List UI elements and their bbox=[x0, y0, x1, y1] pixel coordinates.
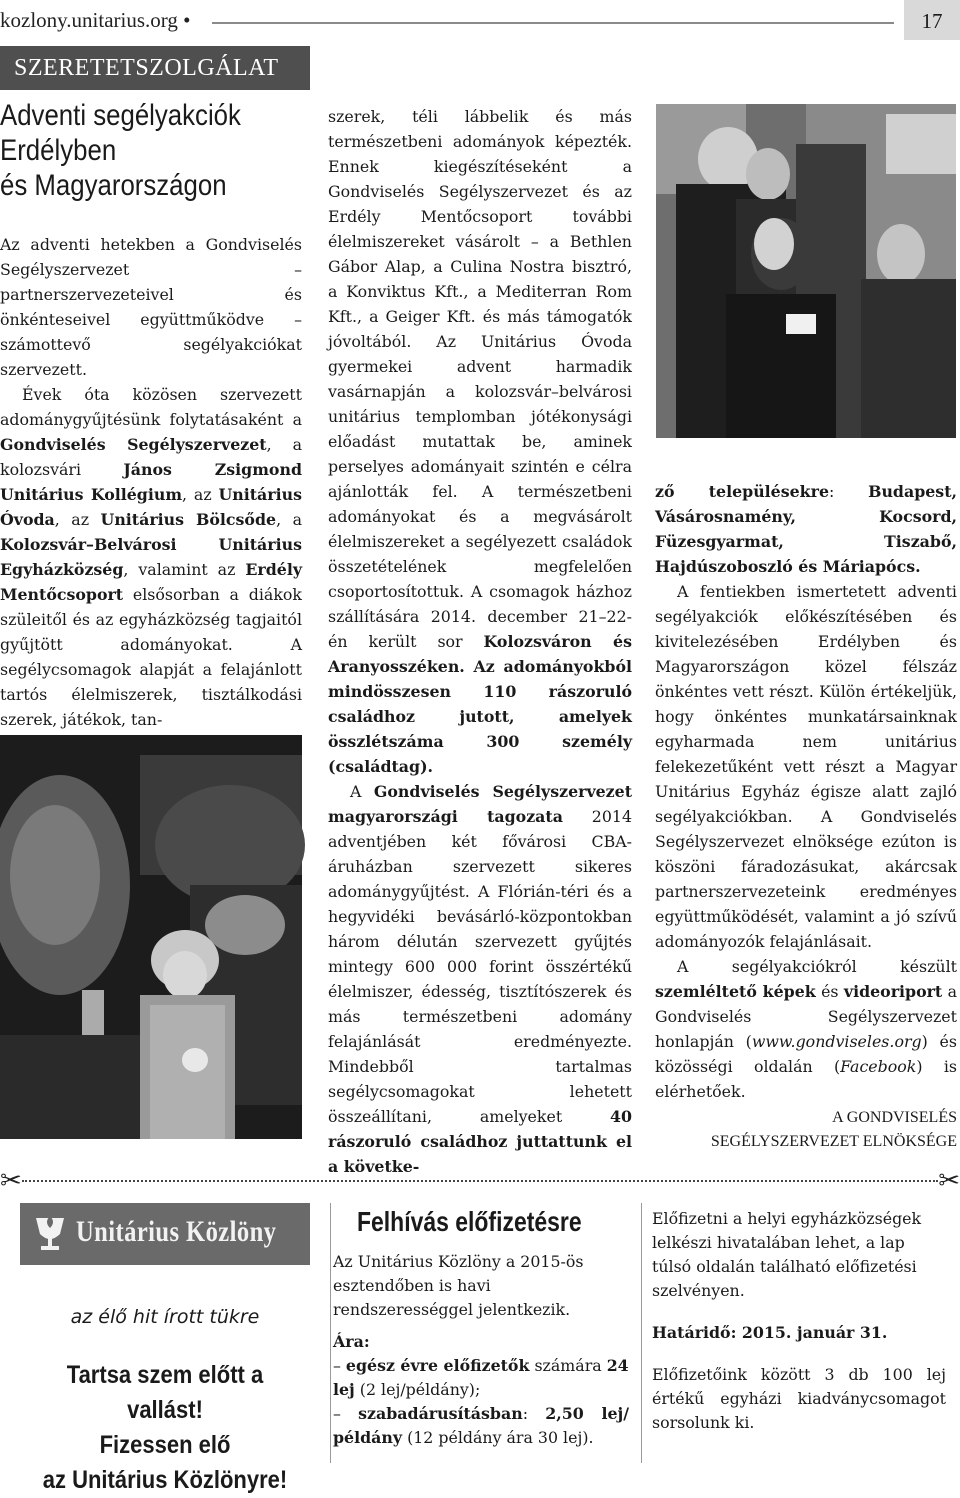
column-divider bbox=[641, 1203, 642, 1463]
section-label: SZERETETSZOLGÁLAT bbox=[0, 46, 310, 90]
column-divider bbox=[330, 1203, 331, 1463]
title-line: Adventi segélyakciók bbox=[0, 99, 241, 132]
article-title bbox=[0, 98, 310, 203]
price-yearly: – egész évre előfizetők számára 24 lej (2 lej/példány); bbox=[333, 1356, 629, 1399]
signature: A GONDVISELÉS SEGÉLYSZERVEZET ELNÖKSÉGE bbox=[710, 1109, 957, 1150]
body-paragraph: Évek óta közösen szervezett adománygyűjtésünk folytatásaként a Gondviselés Segélyszervezet, a kolozsvári János Zsigmond Unitárius Kollégium, az Unitárius Óvoda, az Unitárius Bölcsőde, a Kolozsvár–Belvárosi Unitárius Egyházközség, valamint az Erdély Mentőcsoport elsősorban a diákok szüleitől és az egyházközség tagjaitól gyűjtött adományokat. A segélycsomagok alapját a felajánlott tartós élelmiszerek, tisztálkodási szerek, játékok, tan- bbox=[0, 385, 303, 729]
title-line: Erdélyben bbox=[0, 134, 117, 167]
article-column-3 bbox=[655, 479, 957, 1154]
subscription-slogan: Tartsa szem előtt a vallást! Fizessen elő az Unitárius Közlönyre! bbox=[42, 1361, 288, 1494]
subscription-where: Előfizetni a helyi egyházközségek lelkészi hivatalában lehet, a lap túlsó oldalán található előfizetési szelvényen. bbox=[652, 1209, 922, 1300]
photo-volunteers-visit bbox=[656, 104, 956, 438]
journal-logo bbox=[20, 1203, 310, 1265]
subscription-info bbox=[652, 1207, 946, 1453]
subscription-title: Felhívás előfizetésre bbox=[357, 1206, 582, 1237]
title-line: és Magyarországon bbox=[0, 169, 227, 202]
body-paragraph: A segélyakciókról készült szemléltető képek és videoriport a Gondviselés Segélyszervezet honlapján (www.gondviseles.org) és közösségi oldalán (Facebook) is elérhetőek. bbox=[655, 957, 957, 1101]
page-number: 17 bbox=[904, 0, 960, 40]
site-url: kozlony.unitarius.org • bbox=[0, 8, 191, 32]
scissors-icon: ✂ bbox=[0, 1166, 22, 1196]
body-paragraph: ző településekre: Budapest, Vásárosnamény, Kocsord, Füzesgyarmat, Tiszabő, Hajdúszoboszló és Máriapócs. bbox=[655, 482, 957, 576]
cut-line bbox=[22, 1180, 938, 1182]
subscription-details bbox=[333, 1250, 629, 1450]
subscription-raffle: Előfizetőink között 3 db 100 lej értékű egyházi kiadványcsomagot sorsolunk ki. bbox=[652, 1365, 946, 1432]
subscription-intro: Az Unitárius Közlöny a 2015-ös esztendőben is havi rendszerességgel jelentkezik. bbox=[333, 1252, 584, 1319]
journal-logo-box bbox=[20, 1203, 310, 1265]
header-rule bbox=[212, 22, 894, 24]
journal-motto: az élő hit írott tükre bbox=[70, 1306, 260, 1328]
article-column-2 bbox=[328, 104, 632, 1179]
article-column-1 bbox=[0, 232, 302, 732]
price-label: Ára: bbox=[333, 1332, 370, 1351]
price-single: – szabadárusításban: 2,50 lej/ példány (12 példány ára 30 lej). bbox=[333, 1404, 629, 1447]
body-paragraph: szerek, téli lábbelik és más természetbeni adományok képezték. Ennek kiegészítéseként a Gondviselés Segélyszervezet és az Erdély Mentőcsoport további élelmiszereket vásárolt – a Bethlen Gábor Alap, a Culina Nostra bisztró, a Konviktus Kft., a Mediterran Rom Kft., a Geiger Kft. és más támogatók jóvoltából. Az Unitárius Óvoda gyermekei advent harmadik vasárnapján a kolozsvár–belvárosi unitárius templomban jótékonysági előadást mutattak be, aminek perselyes adományait szintén e célra ajánlották fel. A természetbeni adományokat és a megvásárolt élelmiszereket a segélyezett családok összetételének megfelelően csoportosítottuk. A csomagok házhoz szállítására 2014. december 21–22-én került sor Kolozsváron és Aranyosszéken. Az adományokból mindösszesen 110 rászoruló családhoz jutott, amelyek összlétszáma 300 személy (családtag). bbox=[328, 107, 632, 776]
body-paragraph: A fentiekben ismertetett adventi segélyakciók előkészítésében és kivitelezésében Erdélyben és Magyarországon közel félszáz önkéntes vett részt. Külön értékeljük, hogy önkéntes munkatársainknak egyharmada nem unitárius felekezetűként vett részt a Magyar Unitárius Egyház égisze alatt zajló segélyakciókban. A Gondviselés Segélyszervezet elnöksége ezúton is köszöni fáradozásukat, akárcsak partnerszervezeteink eredményes együttműködését, valamint a jó szívű adományozók felajánlásait. bbox=[655, 582, 957, 951]
chalice-icon bbox=[32, 1214, 68, 1254]
subscription-deadline: Határidő: 2015. január 31. bbox=[652, 1323, 888, 1342]
photo-child-with-food bbox=[0, 735, 302, 1139]
body-paragraph: A Gondviselés Segélyszervezet magyarországi tagozata 2014 adventjében két fővárosi CBA-áruházban szervezett sikeres adománygyűjtést. A Flórián-téri és a hegyvidéki bevásárló-központokban három délután szervezett gyűjtés mintegy 600 000 forint összértékű élelmiszer, édesség, tisztítószerek és más természetbeni adomány felajánlását eredményezte. Mindebből tartalmas segélycsomagokat lehetett összeállítani, amelyeket 40 rászoruló családhoz juttattunk el a követke- bbox=[328, 782, 632, 1176]
lead-paragraph: Az adventi hetekben a Gondviselés Segélyszervezet – partnerszervezeteivel és önkénteseivel együttműködve – számottevő segélyakciókat szervezett. bbox=[0, 235, 302, 379]
scissors-icon: ✂ bbox=[938, 1166, 960, 1196]
journal-logo-text: Unitárius Közlöny bbox=[76, 1215, 277, 1248]
